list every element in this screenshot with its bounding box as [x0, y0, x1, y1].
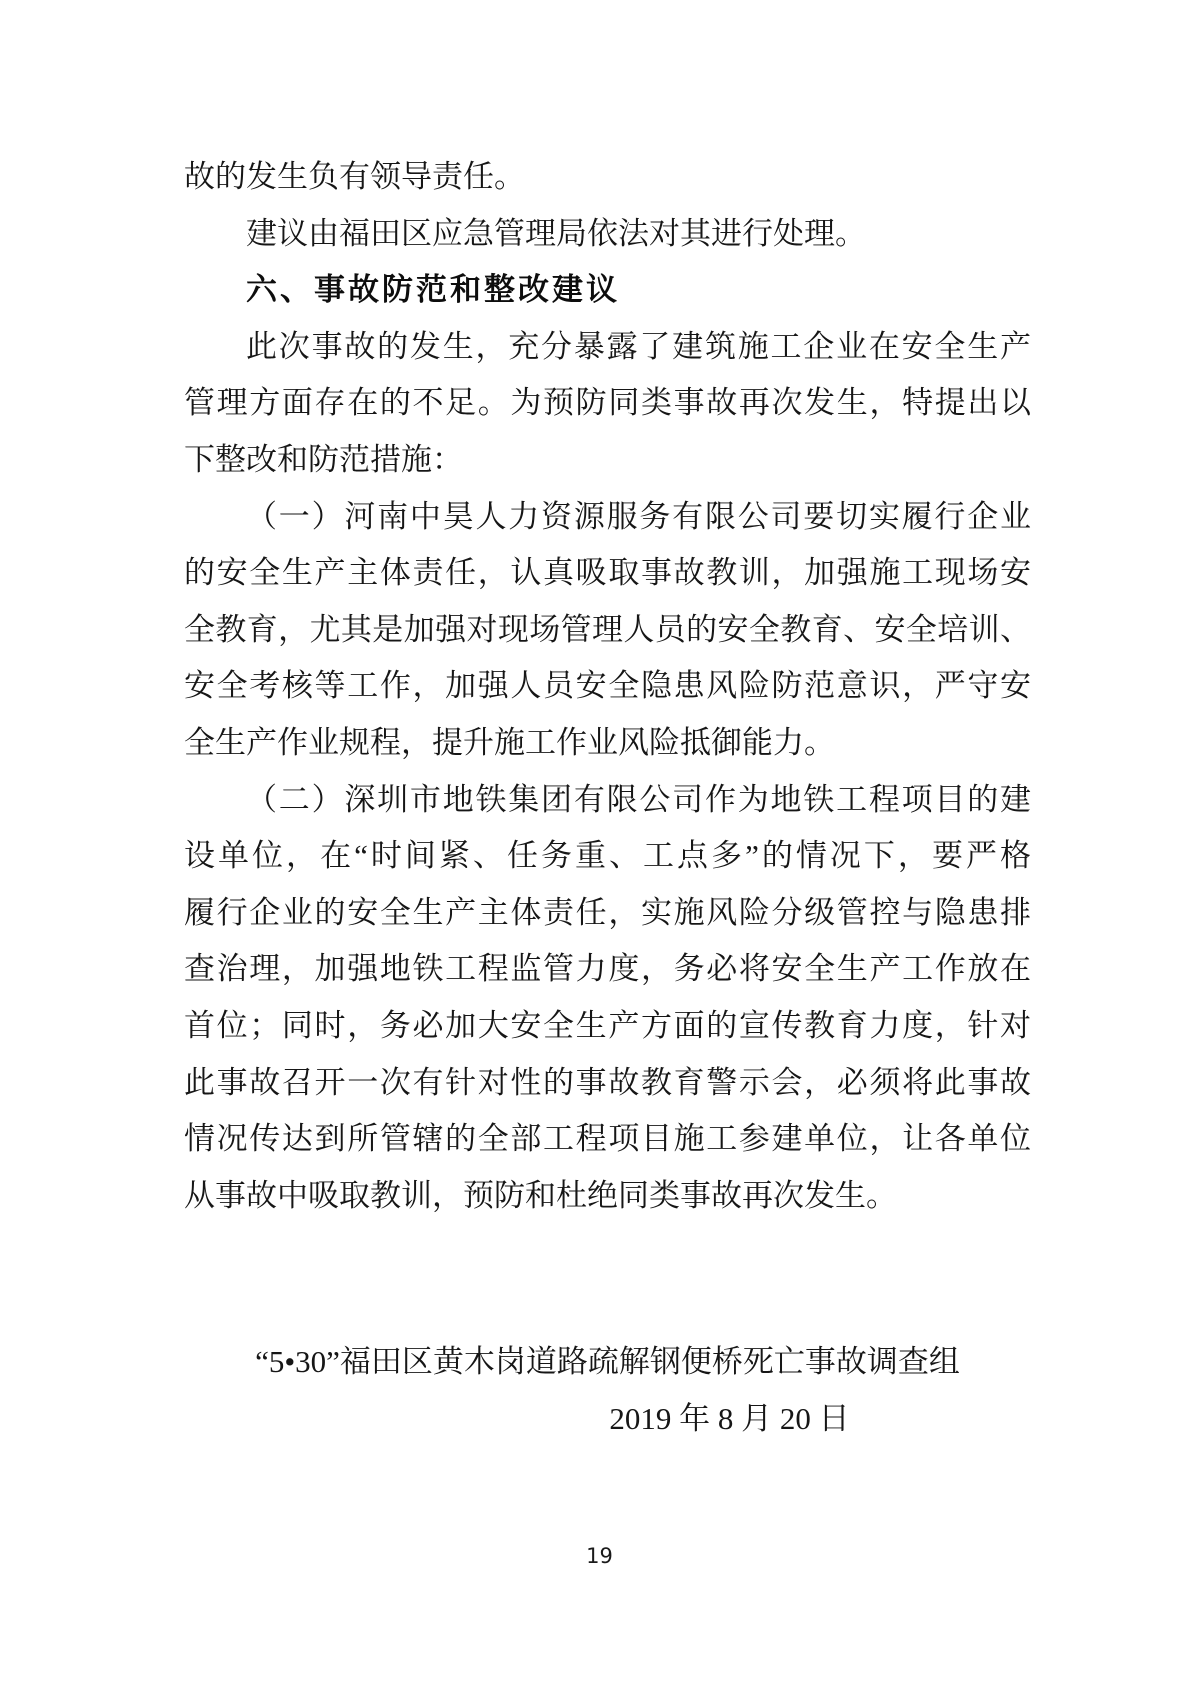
body-line: 的安全生产主体责任，认真吸取事故教训，加强施工现场安 [184, 555, 1031, 591]
body-line: （二）深圳市地铁集团有限公司作为地铁工程项目的建 [246, 781, 1031, 817]
body-line: 设单位，在“时间紧、任务重、工点多”的情况下，要严格 [184, 838, 1031, 874]
signature-block [184, 1334, 1031, 1447]
document-body [184, 149, 1031, 1447]
body-line: 从事故中吸取教训，预防和杜绝同类事故再次发生。 [184, 1177, 897, 1213]
body-line: 建议由福田区应急管理局依法对其进行处理。 [246, 215, 866, 251]
body-line: 下整改和防范措施： [184, 441, 463, 477]
body-line: 情况传达到所管辖的全部工程项目施工参建单位，让各单位 [184, 1121, 1031, 1157]
page-number: 19 [586, 1544, 613, 1568]
body-line: （一）河南中昊人力资源服务有限公司要切实履行企业 [246, 498, 1031, 534]
signature-date: 2019 年 8 月 20 日 [609, 1400, 850, 1436]
body-line: 管理方面存在的不足。为预防同类事故再次发生，特提出以 [184, 385, 1031, 421]
section-heading: 六、事故防范和整改建议 [246, 272, 620, 308]
body-line: 首位；同时，务必加大安全生产方面的宣传教育力度，针对 [184, 1007, 1031, 1043]
body-line: 安全考核等工作，加强人员安全隐患风险防范意识，严守安 [184, 668, 1031, 704]
body-line: 全教育，尤其是加强对现场管理人员的安全教育、安全培训、 [184, 611, 1031, 647]
body-line: 履行企业的安全生产主体责任，实施风险分级管控与隐患排 [184, 894, 1031, 930]
body-line: 故的发生负有领导责任。 [184, 159, 525, 194]
body-line: 此事故召开一次有针对性的事故教育警示会，必须将此事故 [184, 1064, 1031, 1100]
body-line: 全生产作业规程，提升施工作业风险抵御能力。 [184, 724, 835, 760]
body-line: 此次事故的发生，充分暴露了建筑施工企业在安全生产 [246, 328, 1031, 364]
body-line: 查治理，加强地铁工程监管力度，务必将安全生产工作放在 [184, 951, 1031, 987]
signature-group-name: “5•30”福田区黄木岗道路疏解钢便桥死亡事故调查组 [255, 1344, 960, 1380]
